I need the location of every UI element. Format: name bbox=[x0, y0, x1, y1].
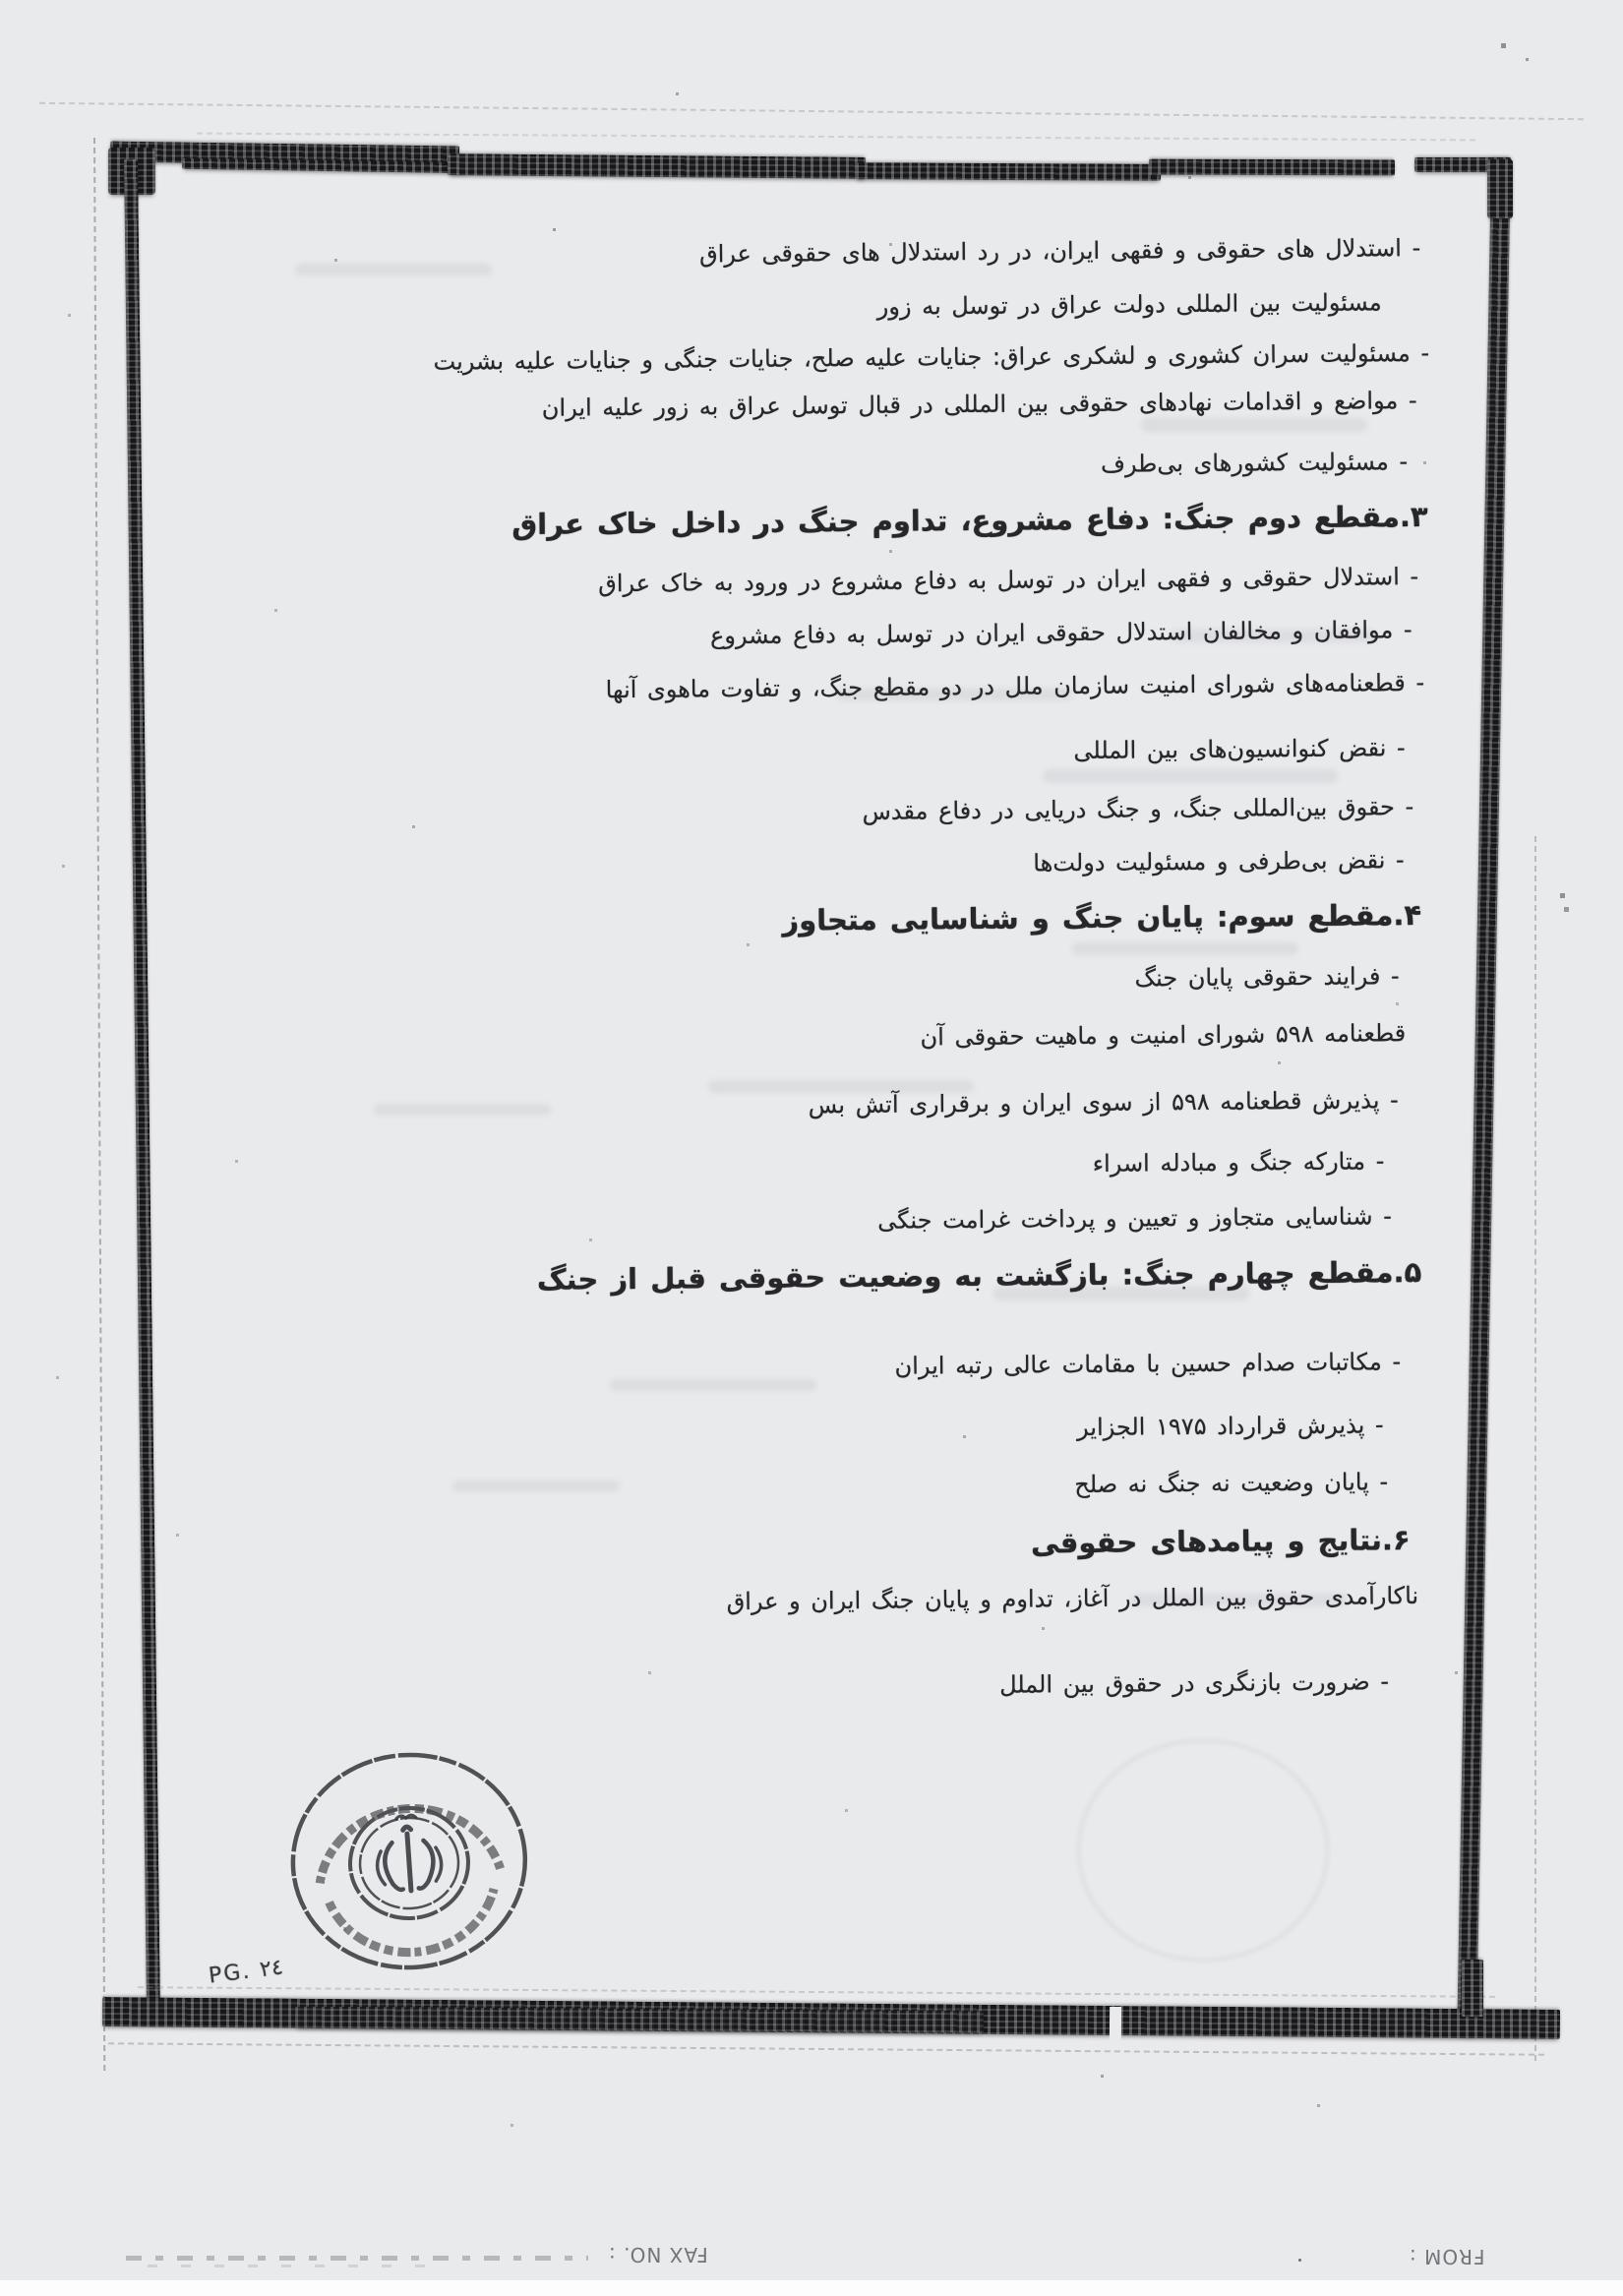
toc-line-15: قطعنامه ۵۹۸ شورای امنیت و ماهیت حقوقی آن bbox=[920, 1019, 1407, 1052]
page-bottom-edge bbox=[0, 2280, 1623, 2296]
fax-footer-faded-marks bbox=[126, 2256, 588, 2261]
fax-footer-dot bbox=[1298, 2259, 1301, 2262]
fax-footer-faded-marks-2 bbox=[148, 2265, 443, 2267]
toc-text-block bbox=[386, 0, 1435, 1878]
fax-footer-fax-no-label: FAX NO. : bbox=[608, 2243, 708, 2266]
frame-bottom-echo2 bbox=[138, 1986, 1495, 1998]
toc-line-17: - متارکه جنگ و مبادله اسراء bbox=[1092, 1147, 1385, 1178]
faint-watermark-circle bbox=[1077, 1739, 1329, 1962]
frame-corner-bottom-right bbox=[1462, 1960, 1483, 2017]
toc-line-16: - پذیرش قطعنامه ۵۹۸ از سوی ایران و برقراری آتش بس bbox=[808, 1086, 1399, 1119]
toc-line-11: - حقوق بین‌المللی جنگ، و جنگ دریایی در دفاع مقدس bbox=[862, 793, 1414, 825]
toc-line-24: ناکارآمدی حقوق بین الملل در آغاز، تداوم و پایان جنگ ایران و عراق bbox=[726, 1582, 1419, 1616]
toc-line-22: - پایان وضعیت نه جنگ نه صلح bbox=[1074, 1468, 1389, 1499]
toc-line-21: - پذیرش قرارداد ۱۹۷۵ الجزایر bbox=[1076, 1411, 1384, 1442]
toc-line-07: - استدلال حقوقی و فقهی ایران در توسل به دفاع مشروع در ورود به خاک عراق bbox=[598, 563, 1419, 598]
frame-right-outer-dashed bbox=[1534, 836, 1536, 2061]
toc-line-08: - موافقان و مخالفان استدلال حقوقی ایران در توسل به دفاع مشروع bbox=[709, 616, 1413, 650]
toc-heading-section-5: ۵.مقطع چهارم جنگ: بازگشت به وضعیت حقوقی قبل از جنگ bbox=[536, 1255, 1422, 1297]
toc-line-04: - مواضع و اقدامات نهادهای حقوقی بین المللی در قبال توسل عراق به زور علیه ایران bbox=[541, 387, 1417, 422]
toc-line-14: - فرایند حقوقی پایان جنگ bbox=[1134, 962, 1400, 993]
scan-speckles bbox=[0, 0, 1, 1]
toc-line-10: - نقض کنوانسیون‌های بین المللی bbox=[1073, 734, 1406, 765]
toc-heading-section-6: ۶.نتایج و پیامدهای حقوقی bbox=[1030, 1523, 1411, 1560]
frame-left-outer-dashed bbox=[93, 138, 105, 2071]
toc-line-03: - مسئولیت سران کشوری و لشکری عراق: جنایات علیه صلح، جنایات جنگی و جنایات علیه بشریت bbox=[433, 338, 1430, 376]
toc-line-05: - مسئولیت کشورهای بی‌طرف bbox=[1100, 448, 1409, 478]
page-mark: PG. ٢٤ bbox=[207, 1955, 285, 1989]
toc-line-02: مسئولیت بین المللی دولت عراق در توسل به زور bbox=[876, 288, 1382, 321]
toc-heading-section-4: ۴.مقطع سوم: پایان جنگ و شناسایی متجاوز bbox=[782, 898, 1422, 937]
frame-corner-top-right bbox=[1487, 159, 1513, 218]
toc-line-01: - استدلال های حقوقی و فقهی ایران، در رد استدلال های حقوقی عراق bbox=[698, 233, 1421, 269]
frame-bottom-band-notch bbox=[1110, 2007, 1121, 2040]
toc-line-20: - مکاتبات صدام حسین با مقامات عالی رتبه ایران bbox=[894, 1348, 1402, 1380]
toc-heading-section-3: ۳.مقطع دوم جنگ: دفاع مشروع، تداوم جنگ در داخل خاک عراق bbox=[511, 499, 1428, 542]
toc-line-18: - شناسایی متجاوز و تعیین و پرداخت غرامت جنگی bbox=[877, 1202, 1392, 1235]
toc-line-09: - قطعنامه‌های شورای امنیت سازمان ملل در دو مقطع جنگ، و تفاوت ماهوی آنها bbox=[605, 668, 1425, 704]
toc-line-12: - نقض بی‌طرفی و مسئولیت دولت‌ها bbox=[1033, 846, 1405, 877]
frame-bottom-echo bbox=[108, 2042, 1544, 2055]
toc-line-25: - ضرورت بازنگری در حقوق بین الملل bbox=[998, 1667, 1390, 1699]
fax-footer-from-label: FROM : bbox=[1409, 2245, 1485, 2268]
frame-left-border bbox=[124, 159, 160, 2009]
official-stamp bbox=[275, 1738, 543, 1987]
frame-right-border bbox=[1457, 162, 1511, 2036]
